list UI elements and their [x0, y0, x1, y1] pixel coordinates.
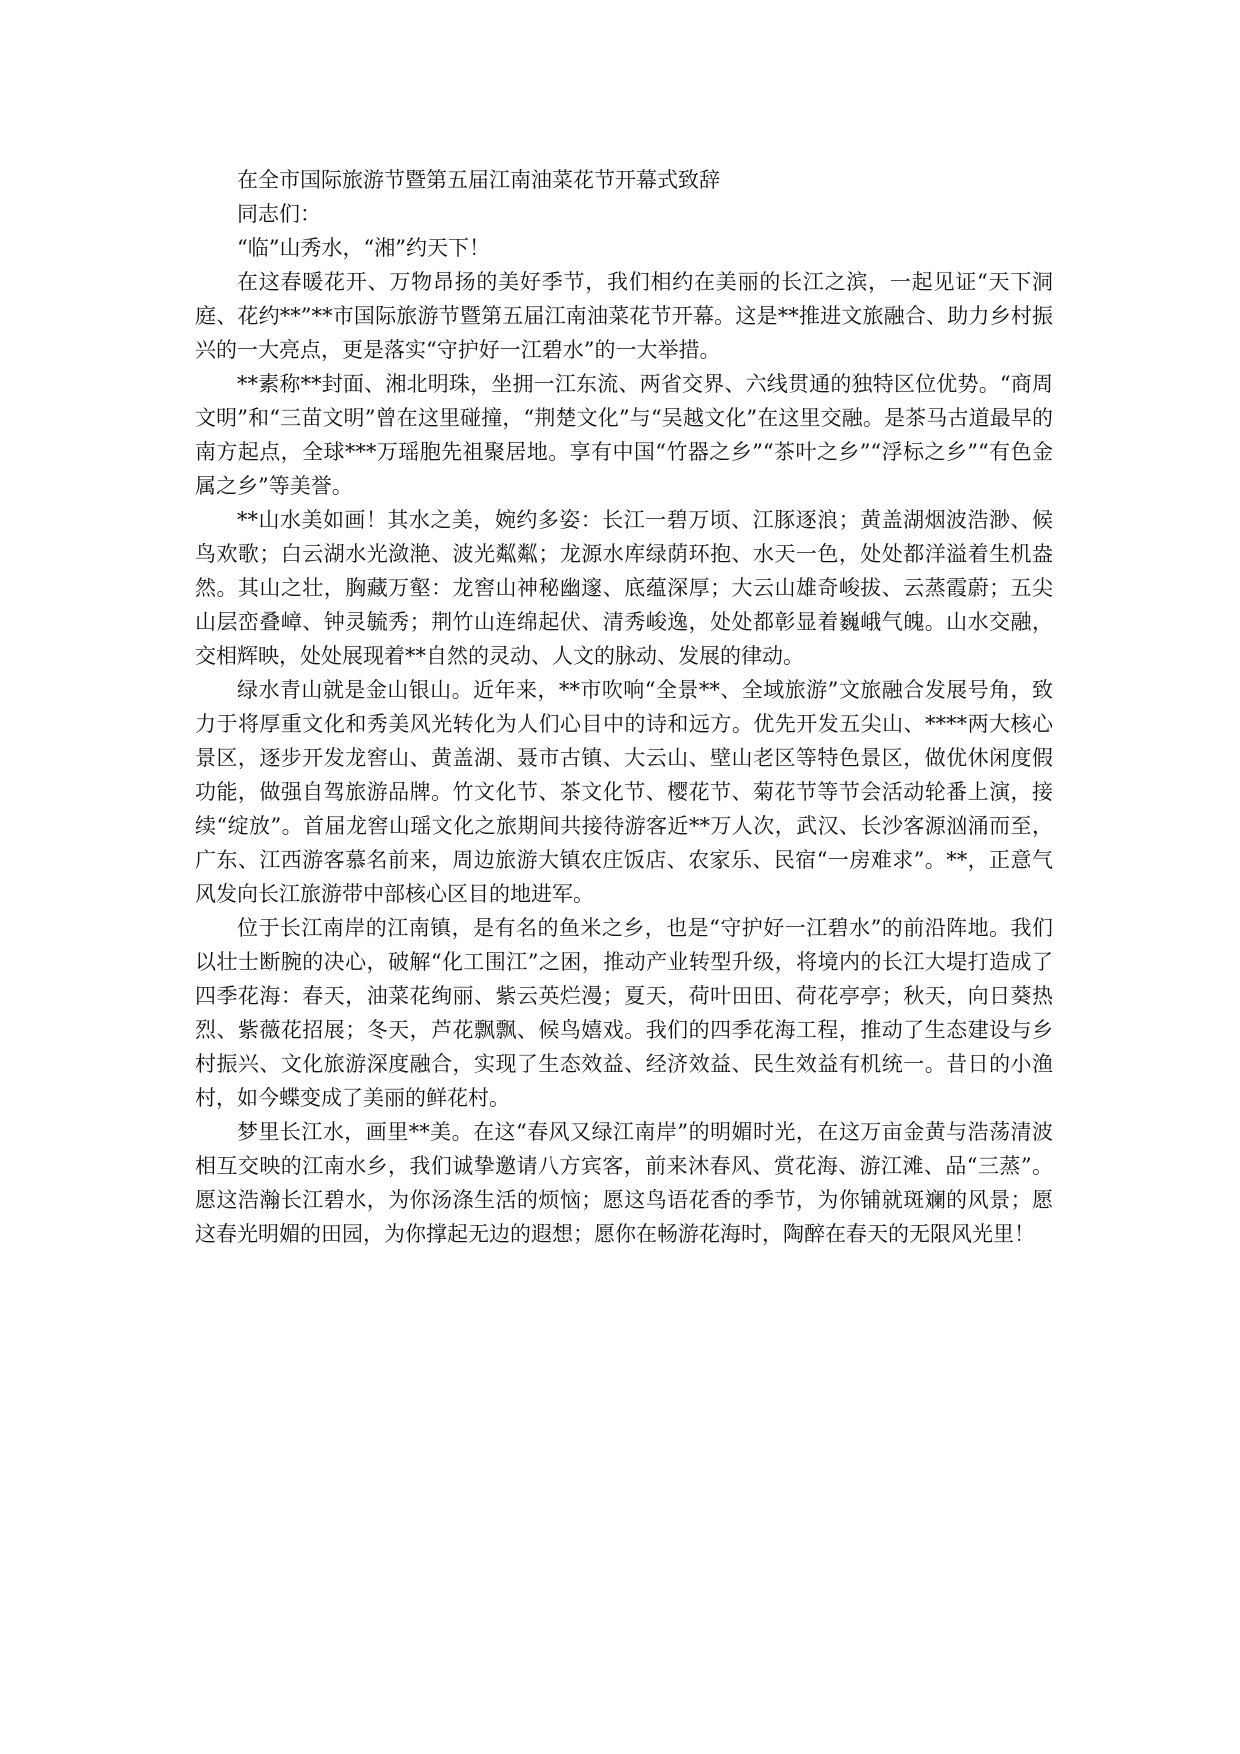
paragraph: 在这春暖花开、万物昂扬的美好季节，我们相约在美丽的长江之滨，一起见证“天下洞庭、花约**”**市国际旅游节暨第五届江南油菜花节开幕。这是**推进文旅融合、助力乡村振兴的一大亮点，更是落实“守护好一江碧水”的一大举措。 — [195, 270, 1053, 362]
document-body — [195, 163, 1053, 1251]
paragraph: **素称**封面、湘北明珠，坐拥一江东流、两省交界、六线贯通的独特区位优势。“商周文明”和“三苗文明”曾在这里碰撞，“荆楚文化”与“吴越文化”在这里交融。是茶马古道最早的南方起点，全球***万瑶胞先祖聚居地。享有中国“竹器之乡”“茶叶之乡”“浮标之乡”“有色金属之乡”等美誉。 — [195, 372, 1053, 498]
paragraph: 绿水青山就是金山银山。近年来，**市吹响“全景**、全域旅游”文旅融合发展号角，致力于将厚重文化和秀美风光转化为人们心目中的诗和远方。优先开发五尖山、****两大核心景区，逐步开发龙窖山、黄盖湖、聂市古镇、大云山、壁山老区等特色景区，做优休闲度假功能，做强自驾旅游品牌。竹文化节、茶文化节、樱花节、菊花节等节会活动轮番上演，接续“绽放”。首届龙窖山瑶文化之旅期间共接待游客近**万人次，武汉、长沙客源汹涌而至，广东、江西游客慕名前来，周边旅游大镇农庄饭店、农家乐、民宿“一房难求”。**，正意气风发向长江旅游带中部核心区目的地进军。 — [195, 678, 1053, 906]
paragraph: “临”山秀水，“湘”约天下！ — [237, 236, 490, 260]
paragraph: 位于长江南岸的江南镇，是有名的鱼米之乡，也是“守护好一江碧水”的前沿阵地。我们以壮士断腕的决心，破解“化工围江”之困，推动产业转型升级，将境内的长江大堤打造成了四季花海：春天，油菜花绚丽、紫云英烂漫；夏天，荷叶田田、荷花亭亭；秋天，向日葵热烈、紫薇花招展；冬天，芦花飘飘、候鸟嬉戏。我们的四季花海工程，推动了生态建设与乡村振兴、文化旅游深度融合，实现了生态效益、经济效益、民生效益有机统一。昔日的小渔村，如今蝶变成了美丽的鲜花村。 — [195, 916, 1053, 1110]
paragraph: **山水美如画！其水之美，婉约多姿：长江一碧万顷、江豚逐浪；黄盖湖烟波浩渺、候鸟欢歌；白云湖水光潋滟、波光粼粼；龙源水库绿荫环抱、水天一色，处处都洋溢着生机盎然。其山之壮，胸藏万壑：龙窖山神秘幽邃、底蕴深厚；大云山雄奇峻拔、云蒸霞蔚；五尖山层峦叠嶂、钟灵毓秀；荆竹山连绵起伏、清秀峻逸，处处都彰显着巍峨气魄。山水交融，交相辉映，处处展现着**自然的灵动、人文的脉动、发展的律动。 — [195, 508, 1053, 668]
paragraph: 梦里长江水，画里**美。在这“春风又绿江南岸”的明媚时光，在这万亩金黄与浩荡清波相互交映的江南水乡，我们诚挚邀请八方宾客，前来沐春风、赏花海、游江滩、品“三蒸”。愿这浩瀚长江碧水，为你汤涤生活的烦恼；愿这鸟语花香的季节，为你铺就斑斓的风景；愿这春光明媚的田园，为你撑起无边的遐想；愿你在畅游花海时，陶醉在春天的无限风光里！ — [195, 1120, 1053, 1246]
document-title: 在全市国际旅游节暨第五届江南油菜花节开幕式致辞 — [237, 168, 720, 192]
salutation: 同志们： — [237, 202, 321, 226]
